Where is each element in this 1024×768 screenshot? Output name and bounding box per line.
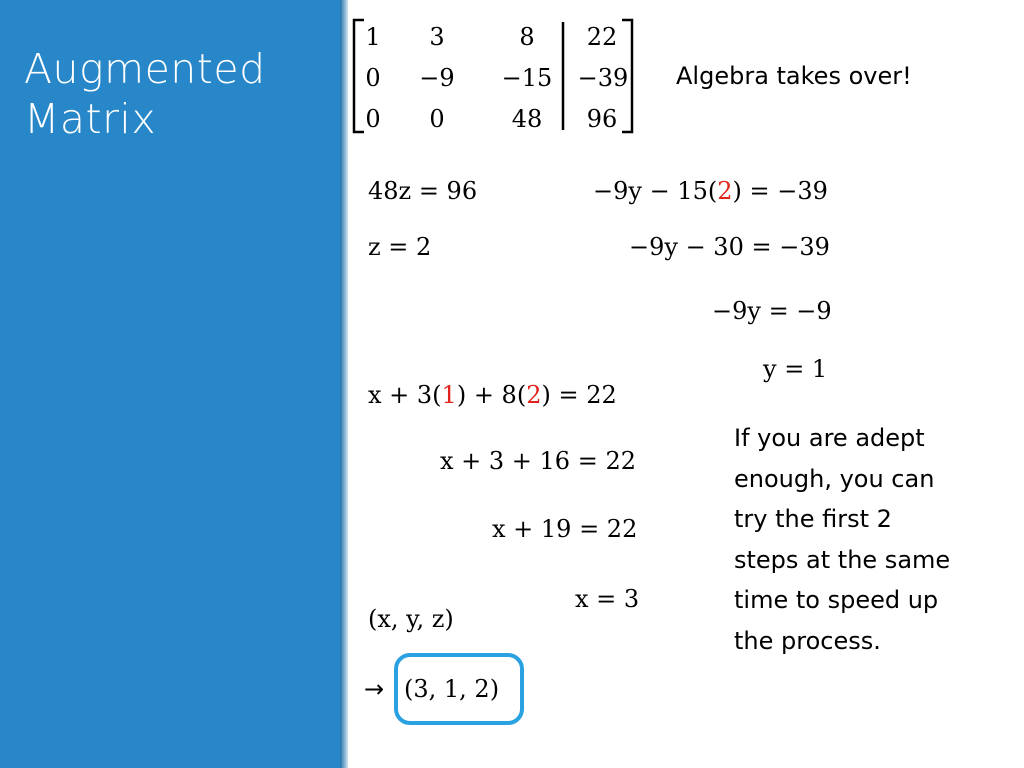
equation-part: ) = 22 bbox=[541, 381, 617, 409]
slide-title: Augmented Matrix bbox=[24, 45, 266, 143]
equation-z-1: 48z = 96 bbox=[368, 177, 478, 205]
matrix-cell: 22 bbox=[586, 23, 618, 51]
matrix-cell: 0 bbox=[365, 105, 381, 133]
equation-y-1 bbox=[593, 176, 828, 206]
equation-z-2: z = 2 bbox=[368, 233, 432, 261]
equation-part: x + 3( bbox=[368, 381, 442, 409]
substituted-value: 2 bbox=[717, 177, 733, 205]
equation-y-4: y = 1 bbox=[763, 355, 828, 383]
equation-part: −9y − 15( bbox=[593, 177, 718, 205]
matrix-cell: −39 bbox=[577, 64, 629, 92]
augmented-matrix bbox=[362, 22, 634, 138]
sidebar-divider bbox=[340, 0, 348, 768]
matrix-cell: 48 bbox=[511, 105, 543, 133]
tip-note: If you are adept enough, you can try the first 2 steps at the same time to speed up the process. bbox=[734, 424, 951, 655]
equation-x-1 bbox=[368, 380, 617, 410]
equation-x-3: x + 19 = 22 bbox=[492, 515, 638, 543]
equation-x-2: x + 3 + 16 = 22 bbox=[440, 447, 636, 475]
matrix-cell: 3 bbox=[429, 23, 445, 51]
substituted-value: 2 bbox=[526, 381, 542, 409]
matrix-cell: 0 bbox=[429, 105, 445, 133]
matrix-cell: −9 bbox=[419, 64, 455, 92]
equation-part: ) + 8( bbox=[456, 381, 527, 409]
solution-tuple-label: (x, y, z) bbox=[368, 605, 454, 633]
matrix-cell: 96 bbox=[586, 105, 618, 133]
equation-part: ) = −39 bbox=[732, 177, 828, 205]
substituted-value: 1 bbox=[441, 381, 457, 409]
equation-x-4: x = 3 bbox=[575, 585, 640, 613]
matrix-cell: 1 bbox=[365, 23, 381, 51]
arrow-icon: → bbox=[364, 675, 385, 703]
solution-answer: (3, 1, 2) bbox=[404, 675, 500, 703]
algebra-note: Algebra takes over! bbox=[676, 62, 912, 90]
matrix-cell: 0 bbox=[365, 64, 381, 92]
matrix-cell: 8 bbox=[519, 23, 535, 51]
matrix-cell: −15 bbox=[501, 64, 553, 92]
equation-y-3: −9y = −9 bbox=[712, 297, 832, 325]
equation-y-2: −9y − 30 = −39 bbox=[629, 233, 830, 261]
